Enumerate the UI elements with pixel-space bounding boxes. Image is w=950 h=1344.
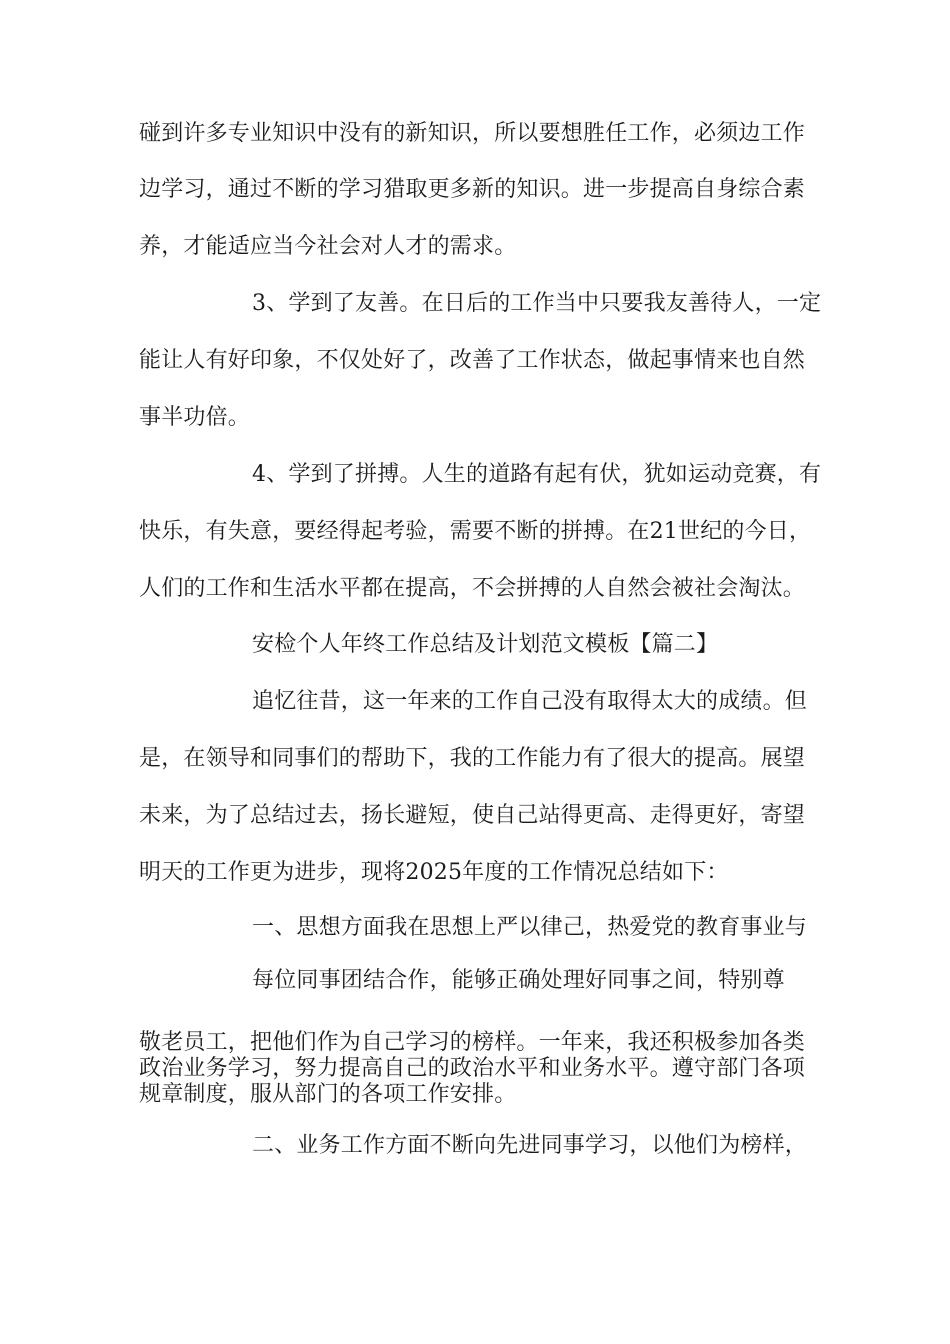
paragraph-line: 敬老员工，把他们作为自己学习的榜样。一年来，我还积极参加各类 (139, 1030, 806, 1055)
paragraph-line: 规章制度，服从部门的各项工作安排。 (139, 1082, 517, 1107)
paragraph-line: 政治业务学习，努力提高自己的政治水平和业务水平。遵守部门各项 (139, 1056, 806, 1081)
paragraph-line: 碰到许多专业知识中没有的新知识，所以要想胜任工作，必须边工作 (139, 121, 806, 146)
paragraph-line: 事半功倍。 (139, 405, 251, 430)
paragraph-line: 追忆往昔，这一年来的工作自己没有取得太大的成绩。但 (252, 689, 808, 714)
paragraph-line: 4、学到了拼搏。人生的道路有起有伏，犹如运动竞赛，有 (252, 462, 822, 487)
paragraph-line: 每位同事团结合作，能够正确处理好同事之间，特别尊 (252, 968, 785, 993)
paragraph-line: 3、学到了友善。在日后的工作当中只要我友善待人，一定 (252, 291, 822, 316)
paragraph-line: 边学习，通过不断的学习猎取更多新的知识。进一步提高自身综合素 (139, 177, 806, 202)
paragraph-line: 养，才能适应当今社会对人才的需求。 (139, 234, 517, 259)
paragraph-line: 一、思想方面我在思想上严以律己，热爱党的教育事业与 (252, 915, 808, 940)
paragraph-line: 能让人有好印象，不仅处好了，改善了工作状态，做起事情来也自然 (139, 348, 806, 373)
paragraph-line: 二、业务工作方面不断向先进同事学习，以他们为榜样， (252, 1133, 808, 1158)
paragraph-line: 快乐，有失意，要经得起考验，需要不断的拼搏。在21世纪的今日， (139, 519, 812, 544)
paragraph-line: 是，在领导和同事们的帮助下，我的工作能力有了很大的提高。展望 (139, 746, 806, 771)
paragraph-line: 未来，为了总结过去，扬长避短，使自己站得更高、走得更好，寄望 (139, 803, 806, 828)
paragraph-line: 人们的工作和生活水平都在提高，不会拼搏的人自然会被社会淘汰。 (139, 576, 806, 601)
paragraph-line: 明天的工作更为进步，现将2025年度的工作情况总结如下： (139, 860, 729, 885)
section-heading: 安检个人年终工作总结及计划范文模板【篇二】 (252, 632, 719, 657)
